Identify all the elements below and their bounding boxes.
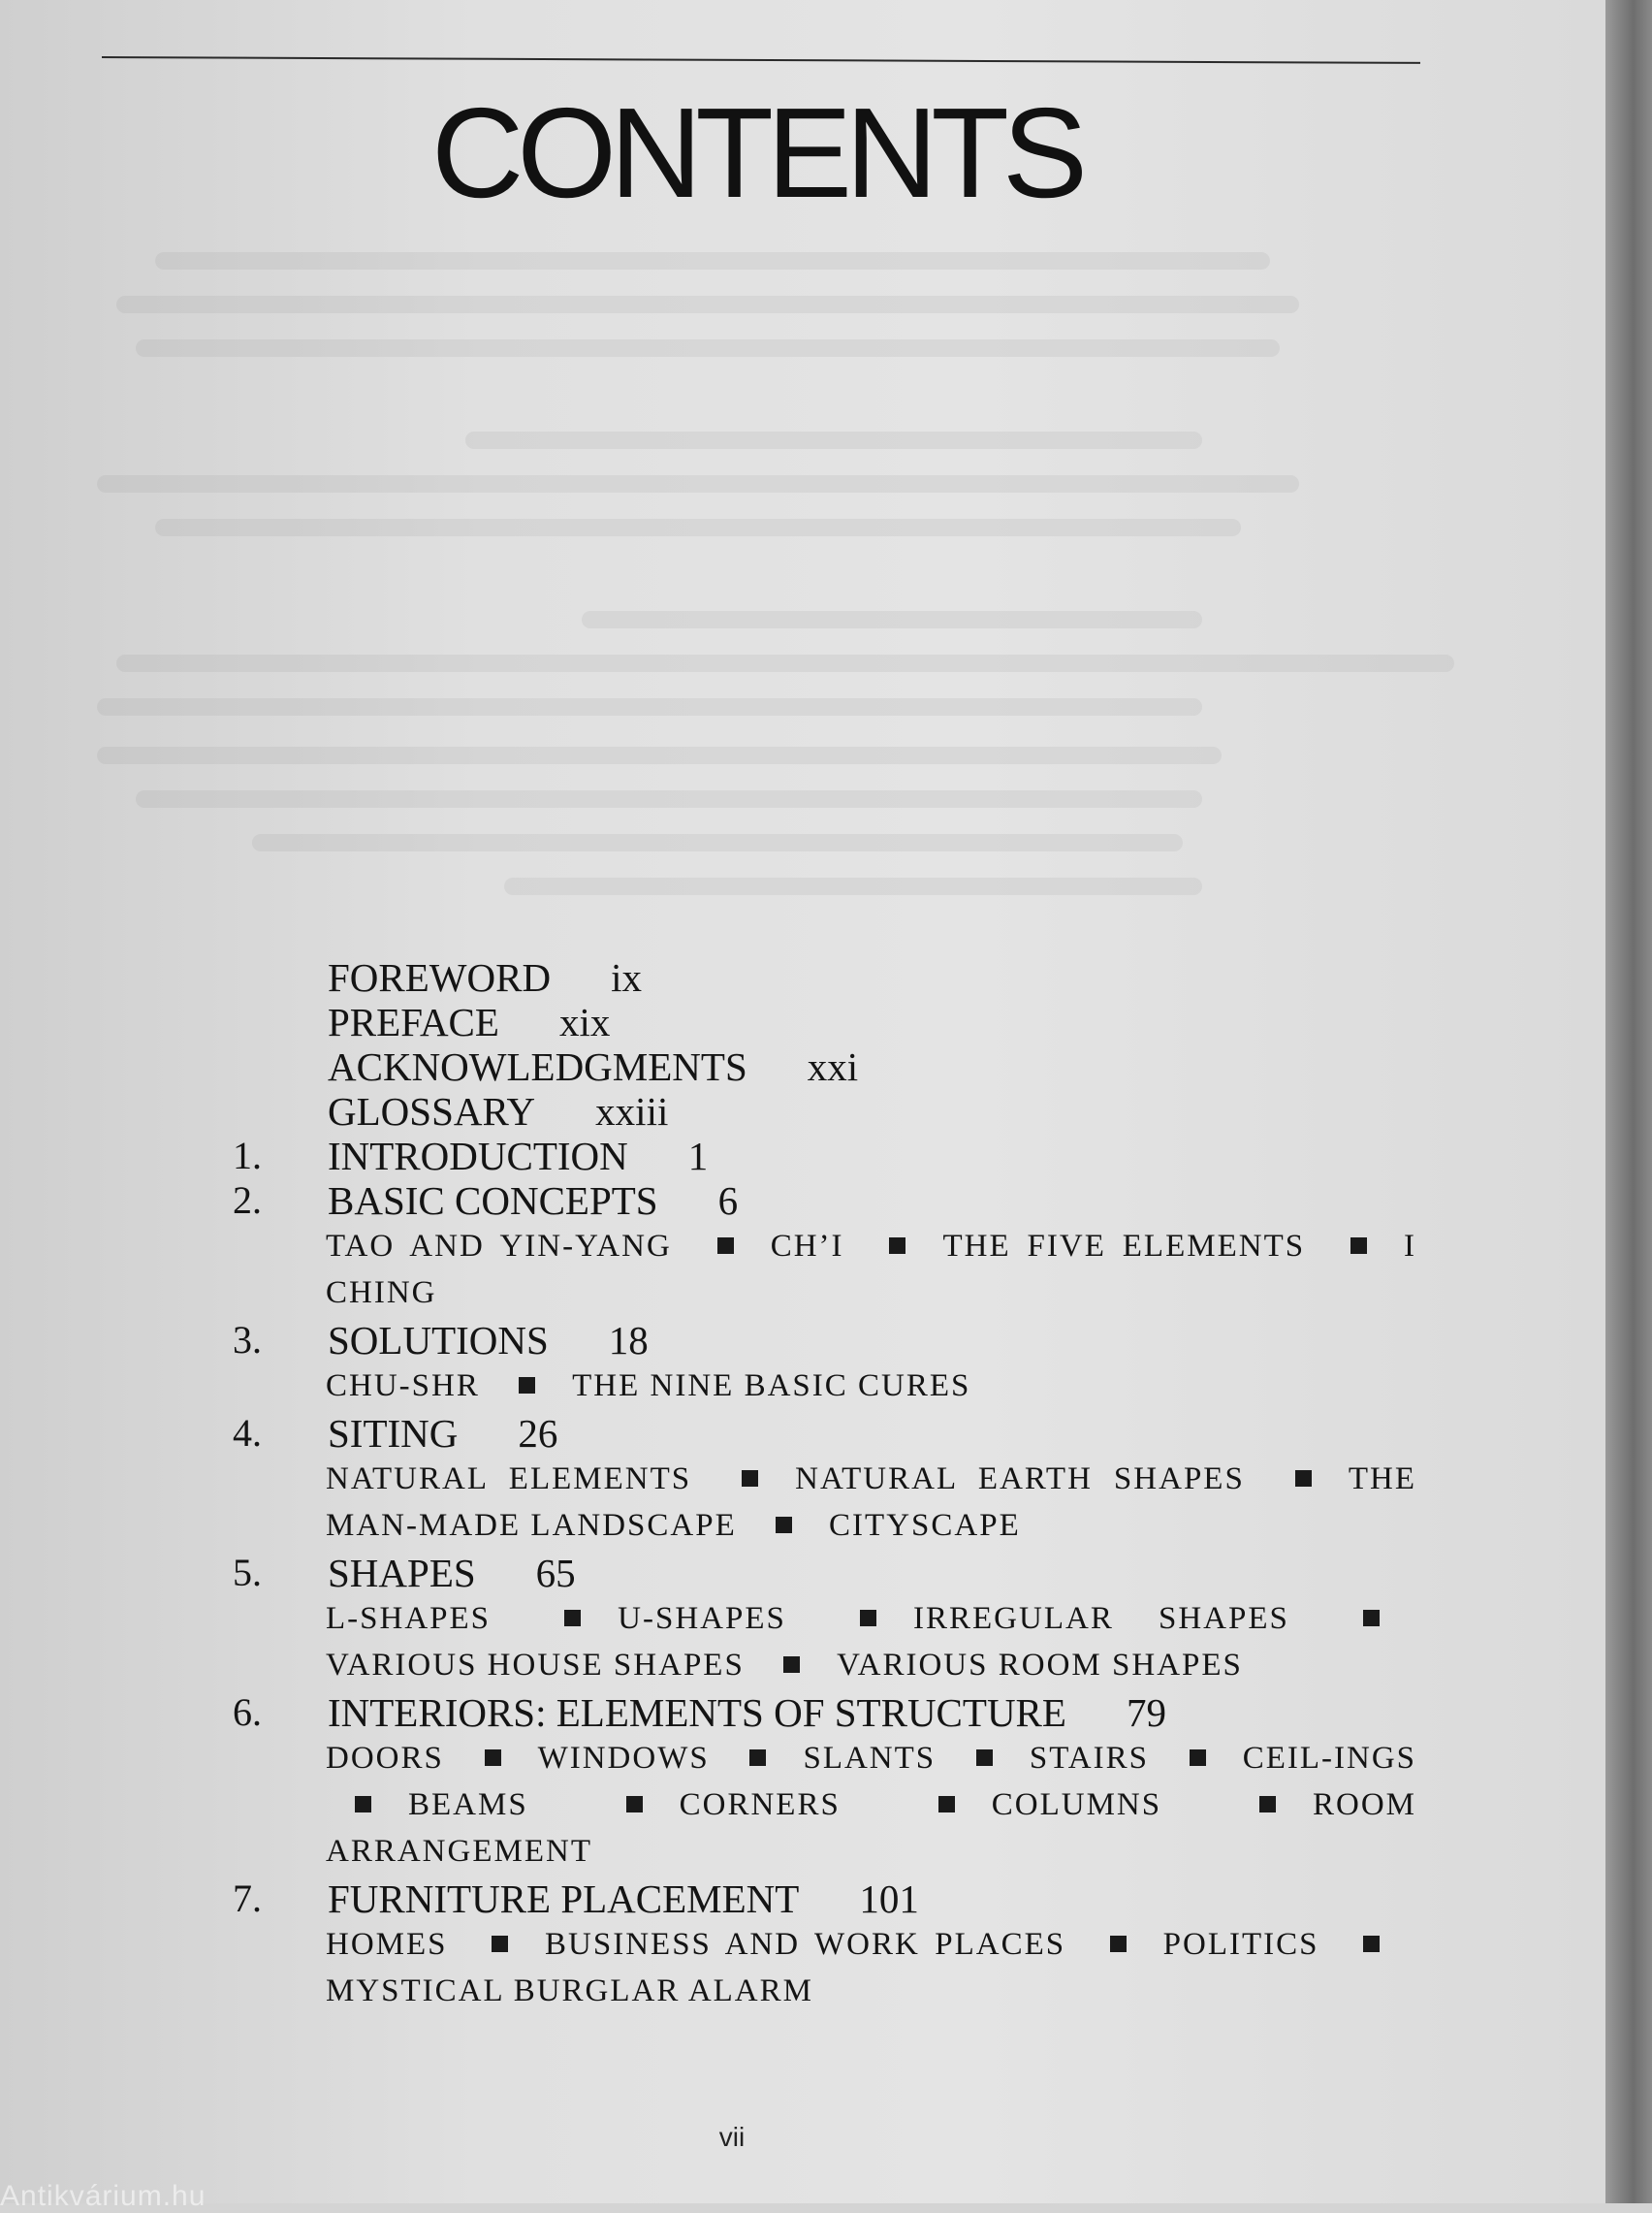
square-bullet-icon xyxy=(776,1517,792,1533)
square-bullet-icon xyxy=(976,1749,993,1766)
entry-title: BASIC CONCEPTS xyxy=(328,1178,658,1223)
book-spine-shadow xyxy=(1605,0,1652,2203)
square-bullet-icon xyxy=(519,1377,535,1394)
entry-title: FURNITURE PLACEMENT xyxy=(328,1876,800,1921)
section-title: HOMES xyxy=(326,1927,448,1962)
front-matter-entry xyxy=(233,1044,1425,1089)
section-title: CEIL-INGS xyxy=(1242,1741,1416,1776)
square-bullet-icon xyxy=(485,1749,501,1766)
page-number: vii xyxy=(718,2122,746,2152)
entry-page-number: 26 xyxy=(518,1411,558,1456)
square-bullet-icon xyxy=(742,1470,758,1487)
chapter-entry xyxy=(233,1178,1425,1223)
section-title: L-SHAPES xyxy=(326,1601,492,1636)
square-bullet-icon xyxy=(1295,1470,1312,1487)
section-title: CH’I xyxy=(770,1229,844,1264)
section-title: DOORS xyxy=(326,1741,444,1776)
square-bullet-icon xyxy=(1363,1936,1380,1952)
square-bullet-icon xyxy=(889,1237,905,1254)
section-title: BEAMS xyxy=(408,1787,528,1822)
square-bullet-icon xyxy=(1190,1749,1206,1766)
chapter-entry xyxy=(233,1876,1425,1921)
entry-page-number: 18 xyxy=(608,1318,649,1363)
section-title: I CHING xyxy=(326,1229,1417,1310)
chapter-sections xyxy=(326,1363,1416,1409)
section-title: WINDOWS xyxy=(537,1741,710,1776)
entry-title: FOREWORD xyxy=(328,955,552,1000)
section-title: SLANTS xyxy=(803,1741,937,1776)
chapter-number: 1. xyxy=(233,1134,262,1177)
front-matter-entry xyxy=(233,1089,1425,1134)
square-bullet-icon xyxy=(860,1610,876,1626)
chapter-entry xyxy=(233,1318,1425,1363)
entry-title: SOLUTIONS xyxy=(328,1318,549,1363)
section-title: IRREGULAR SHAPES xyxy=(913,1601,1289,1636)
section-title: VARIOUS ROOM SHAPES xyxy=(837,1648,1243,1683)
chapter-sections xyxy=(326,1456,1416,1549)
entry-page-number: 79 xyxy=(1126,1690,1166,1735)
entry-title: INTERIORS: ELEMENTS OF STRUCTURE xyxy=(328,1690,1066,1735)
section-title: NATURAL EARTH SHAPES xyxy=(795,1461,1245,1496)
section-title: CITYSCAPE xyxy=(829,1508,1021,1543)
square-bullet-icon xyxy=(749,1749,766,1766)
square-bullet-icon xyxy=(783,1656,800,1673)
square-bullet-icon xyxy=(1350,1237,1367,1254)
section-title: THE MAN-MADE LANDSCAPE xyxy=(326,1461,1416,1543)
square-bullet-icon xyxy=(938,1796,955,1812)
section-title: THE FIVE ELEMENTS xyxy=(942,1229,1306,1264)
entry-title: SHAPES xyxy=(328,1551,476,1595)
square-bullet-icon xyxy=(717,1237,734,1254)
section-title: ROOM ARRANGEMENT xyxy=(326,1787,1417,1869)
section-title: BUSINESS AND WORK PLACES xyxy=(545,1927,1066,1962)
entry-title: INTRODUCTION xyxy=(328,1134,628,1178)
page-title: CONTENTS xyxy=(431,81,1081,224)
chapter-number: 4. xyxy=(233,1411,262,1455)
entry-title: ACKNOWLEDGMENTS xyxy=(328,1044,747,1089)
square-bullet-icon xyxy=(1363,1610,1380,1626)
section-title: POLITICS xyxy=(1162,1927,1319,1962)
chapter-number: 3. xyxy=(233,1318,262,1362)
table-of-contents xyxy=(233,955,1425,2016)
chapter-sections xyxy=(326,1735,1416,1875)
square-bullet-icon xyxy=(626,1796,643,1812)
section-title: MYSTICAL BURGLAR ALARM xyxy=(326,1973,813,2008)
chapter-number: 2. xyxy=(233,1178,262,1222)
show-through-text xyxy=(97,242,1512,921)
entry-page-number: 6 xyxy=(717,1178,739,1223)
section-title: THE NINE BASIC CURES xyxy=(572,1368,971,1403)
entry-title: GLOSSARY xyxy=(328,1089,536,1134)
square-bullet-icon xyxy=(1259,1796,1276,1812)
entry-page-number: ix xyxy=(611,955,642,1000)
section-title: STAIRS xyxy=(1029,1741,1149,1776)
top-rule xyxy=(102,56,1420,64)
front-matter-entry xyxy=(233,1000,1425,1044)
section-title: COLUMNS xyxy=(991,1787,1162,1822)
chapter-sections xyxy=(326,1595,1416,1688)
entry-page-number: xxi xyxy=(807,1044,859,1089)
chapter-sections xyxy=(326,1921,1416,2014)
section-title: U-SHAPES xyxy=(618,1601,786,1636)
chapter-number: 7. xyxy=(233,1876,262,1920)
chapter-entry xyxy=(233,1551,1425,1595)
square-bullet-icon xyxy=(564,1610,581,1626)
chapter-entry xyxy=(233,1690,1425,1735)
section-title: CORNERS xyxy=(679,1787,841,1822)
chapter-entry xyxy=(233,1411,1425,1456)
entry-title: PREFACE xyxy=(328,1000,499,1044)
chapter-number: 6. xyxy=(233,1690,262,1734)
entry-page-number: xix xyxy=(558,1000,611,1044)
front-matter-entry xyxy=(233,955,1425,1000)
chapter-sections xyxy=(326,1223,1416,1316)
entry-title: SITING xyxy=(328,1411,459,1456)
entry-page-number: 65 xyxy=(535,1551,576,1595)
chapter-entry xyxy=(233,1134,1425,1178)
chapter-number: 5. xyxy=(233,1551,262,1594)
square-bullet-icon xyxy=(492,1936,508,1952)
watermark-text: Antikvárium.hu xyxy=(0,2180,206,2212)
section-title: NATURAL ELEMENTS xyxy=(326,1461,692,1496)
square-bullet-icon xyxy=(1110,1936,1127,1952)
section-title: CHU-SHR xyxy=(326,1368,480,1403)
entry-page-number: 101 xyxy=(859,1876,919,1921)
entry-page-number: xxiii xyxy=(595,1089,669,1134)
section-title: TAO AND YIN-YANG xyxy=(326,1229,672,1264)
square-bullet-icon xyxy=(355,1796,371,1812)
entry-page-number: 1 xyxy=(687,1134,709,1178)
section-title: VARIOUS HOUSE SHAPES xyxy=(326,1648,745,1683)
